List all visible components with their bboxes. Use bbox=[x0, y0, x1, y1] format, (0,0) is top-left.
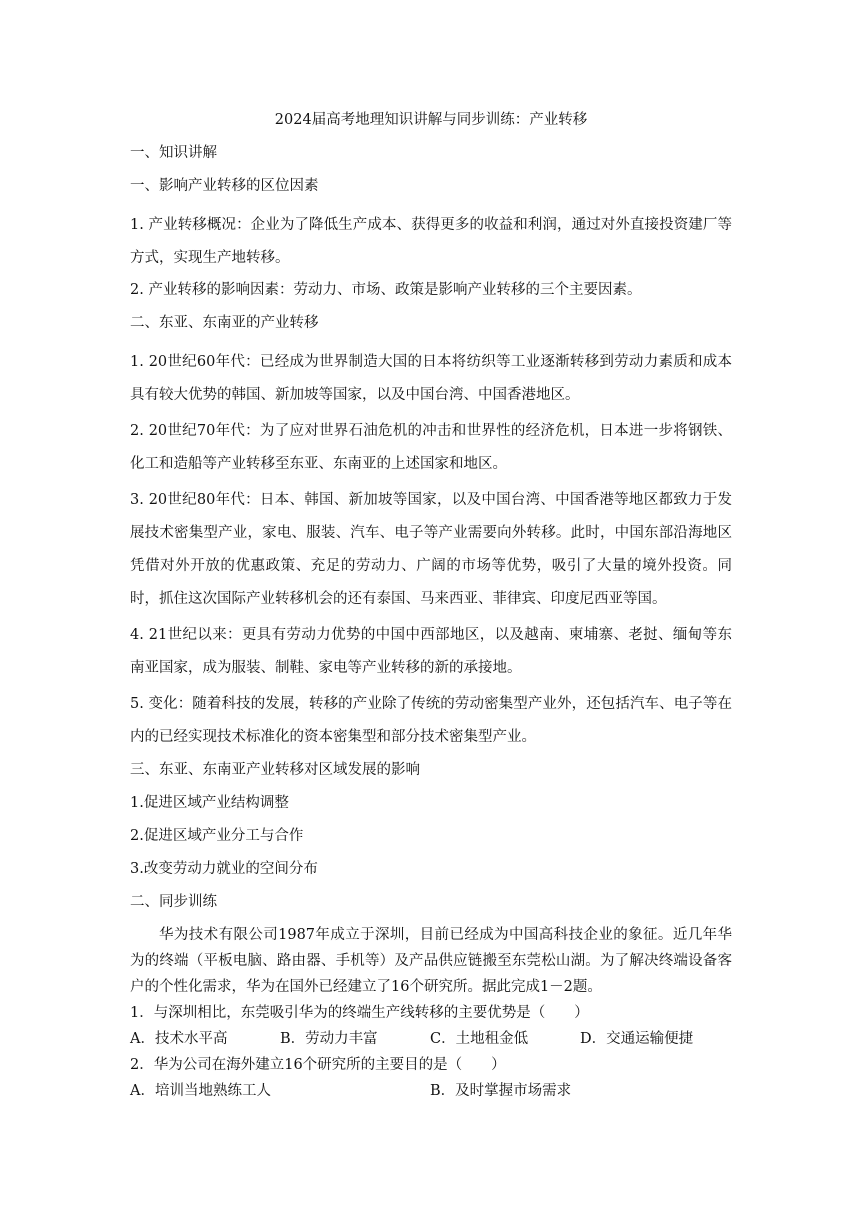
section3-item: 1.促进区域产业结构调整 bbox=[130, 795, 289, 811]
section2-item: 4. 21世纪以来：更具有劳动力优势的中国中西部地区，以及越南、柬埔寨、老挝、缅甸等东南亚国家，成为服装、制鞋、家电等产业转移的新的承接地。 bbox=[130, 627, 732, 676]
document-body bbox=[130, 110, 732, 1104]
question-2-stem: 2．华为公司在海外建立16个研究所的主要目的是（ ） bbox=[130, 1057, 506, 1073]
exercise-passage: 华为技术有限公司1987年成立于深圳，目前已经成为中国高科技企业的象征。近几年华为的终端（平板电脑、路由器、手机等）及产品供应链搬至东莞松山湖。为了解决终端设备客户的个性化需求，华为在国外已经建立了16个研究所。据此完成1－2题。 bbox=[130, 927, 732, 995]
question-1-option-c: C．土地租金低 bbox=[430, 1031, 529, 1047]
section2-heading: 二、东亚、东南亚的产业转移 bbox=[130, 315, 319, 331]
document-title: 2024届高考地理知识讲解与同步训练：产业转移 bbox=[274, 112, 588, 128]
part2-heading: 二、同步训练 bbox=[130, 894, 217, 910]
part1-heading: 一、知识讲解 bbox=[130, 145, 217, 161]
section1-item: 1. 产业转移概况：企业为了降低生产成本、获得更多的收益和利润，通过对外直接投资建厂等方式，实现生产地转移。 bbox=[130, 217, 732, 266]
section3-heading: 三、东亚、东南亚产业转移对区域发展的影响 bbox=[130, 762, 420, 778]
question-1-option-b: B．劳动力丰富 bbox=[280, 1031, 378, 1047]
question-1-stem: 1．与深圳相比，东莞吸引华为的终端生产线转移的主要优势是（ ） bbox=[130, 1005, 589, 1021]
question-1-option-a: A．技术水平高 bbox=[130, 1031, 228, 1047]
section1-item: 2. 产业转移的影响因素：劳动力、市场、政策是影响产业转移的三个主要因素。 bbox=[130, 282, 642, 298]
section1-heading: 一、影响产业转移的区位因素 bbox=[130, 178, 319, 194]
section3-item: 3.改变劳动力就业的空间分布 bbox=[130, 861, 318, 877]
question-2-option-b: B．及时掌握市场需求 bbox=[430, 1083, 572, 1099]
section2-item: 5. 变化：随着科技的发展，转移的产业除了传统的劳动密集型产业外，还包括汽车、电子等在内的已经实现技术标准化的资本密集型和部分技术密集型产业。 bbox=[130, 696, 732, 745]
section2-item: 2. 20世纪70年代：为了应对世界石油危机的冲击和世界性的经济危机，日本进一步将钢铁、化工和造船等产业转移至东亚、东南亚的上述国家和地区。 bbox=[130, 423, 732, 472]
section2-item: 3. 20世纪80年代：日本、韩国、新加坡等国家，以及中国台湾、中国香港等地区都致力于发展技术密集型产业，家电、服装、汽车、电子等产业需要向外转移。此时，中国东部沿海地区凭借对外开放的优惠政策、充足的劳动力、广阔的市场等优势，吸引了大量的境外投资。同时，抓住这次国际产业转移机会的还有泰国、马来西亚、菲律宾、印度尼西亚等国。 bbox=[130, 492, 732, 607]
section2-item: 1. 20世纪60年代：已经成为世界制造大国的日本将纺织等工业逐渐转移到劳动力素质和成本具有较大优势的韩国、新加坡等国家，以及中国台湾、中国香港地区。 bbox=[130, 354, 732, 403]
question-1-options bbox=[130, 1026, 732, 1052]
question-2-option-a: A．培训当地熟练工人 bbox=[130, 1083, 271, 1099]
question-1-option-d: D．交通运输便捷 bbox=[580, 1031, 694, 1047]
section3-item: 2.促进区域产业分工与合作 bbox=[130, 828, 304, 844]
question-2-options bbox=[130, 1078, 732, 1104]
